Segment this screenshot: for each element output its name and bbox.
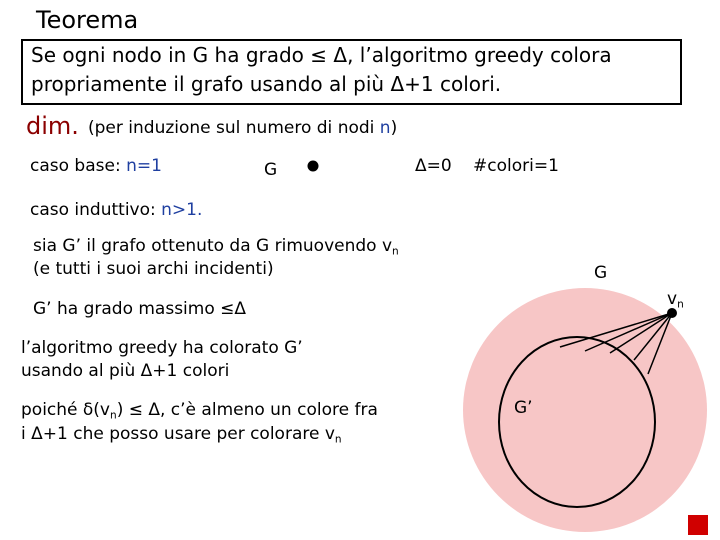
induction-suffix: ) xyxy=(390,118,398,138)
inductive-case-value: n>1. xyxy=(161,200,203,220)
step-color-sub-1: n xyxy=(110,409,117,422)
inner-graph-label: G’ xyxy=(514,398,533,418)
step-color-text-c: i Δ+1 che posso usare per colorare v xyxy=(21,424,335,444)
slide-marker xyxy=(688,515,708,535)
step-color-text-b: ) ≤ Δ, c’è almeno un colore fra xyxy=(116,400,378,420)
step-max-degree: G’ ha grado massimo ≤Δ xyxy=(33,299,247,319)
outer-graph-label: G xyxy=(594,263,608,283)
vertex-label-v: v xyxy=(667,289,678,309)
step-color-sub-2: n xyxy=(334,433,342,446)
theorem-line-1: Se ogni nodo in G ha grado ≤ Δ, l’algoritmo greedy colora xyxy=(31,43,612,67)
base-delta: Δ=0 xyxy=(415,156,452,176)
single-node xyxy=(308,161,319,172)
base-colors: #colori=1 xyxy=(473,156,559,176)
graph-g-prime xyxy=(499,337,655,507)
base-case-label: caso base: xyxy=(30,156,127,176)
step-remove-text: sia G’ il grafo ottenuto da G rimuovendo v xyxy=(33,236,393,256)
step-remove-sub: n xyxy=(392,245,399,258)
step-remove-note: (e tutti i suoi archi incidenti) xyxy=(33,259,274,279)
induction-prefix: (per induzione sul numero di nodi xyxy=(88,118,380,138)
vertex-label-sub: n xyxy=(677,298,684,311)
proof-label: dim. xyxy=(26,112,79,140)
inductive-case-label: caso induttivo: xyxy=(30,200,162,220)
base-graph-label: G xyxy=(264,160,278,180)
step-greedy-line-1: l’algoritmo greedy ha colorato G’ xyxy=(21,338,303,358)
theorem-line-2: propriamente il grafo usando al più Δ+1 colori. xyxy=(31,72,502,96)
slide-title: Teorema xyxy=(36,6,139,34)
step-color-text-a: poiché δ(v xyxy=(21,400,110,420)
step-greedy-line-2: usando al più Δ+1 colori xyxy=(21,361,230,381)
base-case-value: n=1 xyxy=(126,156,162,176)
induction-variable: n xyxy=(379,118,391,138)
vertex-label xyxy=(667,289,684,311)
